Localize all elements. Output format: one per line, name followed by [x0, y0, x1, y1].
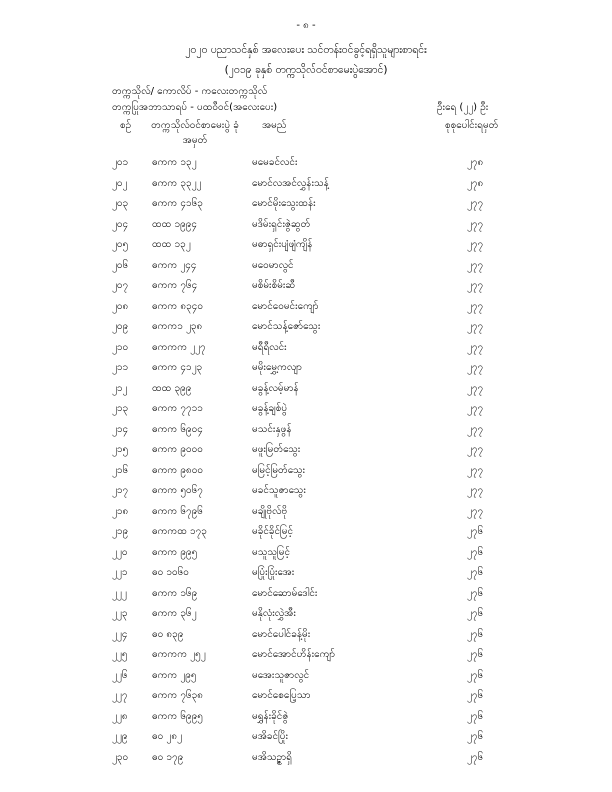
student-name: မသင်းနှဖွန် [252, 423, 292, 435]
row-number: ၂၁၆ [112, 464, 129, 476]
table-row [0, 688, 612, 709]
total-marks: ၂၇၇ [467, 382, 484, 394]
total-marks: ၂၇၇ [467, 300, 484, 312]
row-number: ၂၀၆ [112, 259, 129, 271]
header-roll-number: တက္ကသိုလ်ဝင်စာမေးပွဲ ခုံအမှတ် [151, 120, 239, 146]
student-name: မခွန့်ချစ်ပွဲ [252, 403, 288, 414]
table-row [0, 709, 612, 730]
roll-number: ဓဝ ၈၃၉ [152, 628, 184, 640]
table-row [0, 278, 612, 299]
roll-number: ဓကက ၄၁၆၃ [152, 198, 203, 209]
document-subtitle: (၂၀၁၉ ခုနှစ် တက္ကသိုလ်ဝင်စာမေးပွဲအောင်) [224, 64, 388, 76]
roll-number: ဓကက ၉၈၀၀ [152, 464, 203, 476]
total-marks: ၂၇၇ [467, 341, 484, 353]
table-row [0, 381, 612, 402]
roll-number: ဓကက ၁၃၂ [152, 157, 197, 168]
roll-number: ထထ ၃၉၉ [152, 382, 192, 394]
roll-number: ဓကက ၂၉၅ [152, 669, 197, 681]
row-number: ၂၂၀ [112, 546, 128, 558]
row-number: ၂၂၄ [112, 628, 128, 640]
table-row [0, 545, 612, 566]
student-name: မပြုံးပြုံးအေး [252, 567, 295, 578]
student-name: မမြင့်မြတ်သွေး [252, 464, 306, 476]
student-name: မစိမ်းစိမ်းဆီ [252, 280, 296, 291]
roll-number: ဓကကထ ၁၇၃ [152, 526, 207, 537]
roll-number: ဓဝ ၂၈၂ [152, 731, 182, 742]
roll-number: ဓကက ၇၇၁၁ [152, 403, 203, 414]
table-row [0, 299, 612, 320]
results-table [0, 155, 612, 770]
student-name: မဓာရှင်းပျံဖျံကျိန် [252, 239, 313, 250]
total-marks: ၂၇၇ [467, 321, 484, 332]
total-marks: ၂၇၆ [467, 731, 484, 742]
table-row [0, 627, 612, 648]
student-name: မချိုဗိုလ်ဗို [252, 505, 288, 517]
student-name: မအေးသူဇာလွင် [252, 669, 310, 681]
table-row [0, 524, 612, 545]
row-number: ၂၁၅ [112, 444, 129, 455]
table-row [0, 729, 612, 750]
roll-number: ထထ ၁၃၂ [152, 239, 191, 250]
row-number: ၂၂၁ [112, 567, 128, 578]
subsection-title: တက္ကပြုအဘာသာရပ် - ပထဝီဝင်(အလေးပေး) [112, 102, 278, 113]
total-marks: ၂၇၆ [467, 546, 484, 558]
row-number: ၂၁၈ [112, 505, 129, 517]
section-title: တက္ကသိုလ်/ ကောလိပ် - ကလေးတက္ကသိုလ် [112, 86, 268, 97]
table-row [0, 463, 612, 484]
table-row [0, 483, 612, 504]
table-row [0, 401, 612, 422]
total-count: ဦးရေ (၂၂) ဦး [437, 102, 489, 113]
roll-number: ဓကက ၃၃၂၂ [152, 177, 202, 189]
table-row [0, 586, 612, 607]
total-marks: ၂၇၇ [467, 505, 484, 517]
table-row [0, 319, 612, 340]
total-marks: ၂၇၇ [467, 403, 484, 414]
student-name: မောင်လအင်လွှန်းသန့် [252, 177, 329, 189]
row-number: ၂၂၈ [112, 710, 128, 722]
roll-number: ဓကက ၁၆၉ [152, 587, 198, 599]
student-name: မောင်စေပြေ့သာ [252, 690, 311, 701]
student-name: မဒိမ်းရှင်းဇွဲဆွတ် [252, 218, 311, 230]
total-marks: ၂၇၇ [467, 280, 484, 291]
header-name: အမည် [262, 120, 287, 131]
student-name: မဖူးမြတ်သွေး [252, 444, 301, 455]
table-row [0, 504, 612, 525]
row-number: ၂၀၅ [112, 239, 129, 250]
total-marks: ၂၇၇ [467, 423, 484, 435]
table-row [0, 750, 612, 771]
table-row [0, 155, 612, 176]
roll-number: ဓကက ၇၆၄ [152, 280, 198, 291]
student-name: မခိုင်ခိုင်မြင့် [252, 526, 293, 537]
total-marks: ၂၇၇ [467, 444, 484, 455]
header-no: စဉ် [120, 120, 132, 131]
student-name: မအိခင်ပြိုး [252, 731, 288, 742]
row-number: ၂၁၀ [112, 341, 129, 353]
table-row [0, 258, 612, 279]
row-number: ၂၁၂ [112, 382, 128, 394]
roll-number: ဓကက ၆၉၀၄ [152, 423, 203, 435]
total-marks: ၂၇၇ [467, 259, 484, 271]
table-row [0, 237, 612, 258]
document-title: ၂၀၂၀ ပညာသင်နှစ် အလေးပေး သင်တန်းဝင်ခွင့်ရရှိသူများစာရင်း [185, 44, 427, 56]
row-number: ၂၂၆ [112, 669, 128, 681]
table-row [0, 217, 612, 238]
roll-number: ဓကက ၄၁၂၃ [152, 362, 203, 373]
student-name: မဝေမာလွင် [252, 259, 294, 271]
page-number: - ၈ - [296, 20, 316, 31]
total-marks: ၂၇၇ [467, 239, 484, 250]
table-row [0, 442, 612, 463]
row-number: ၂၁၁ [112, 362, 129, 373]
roll-number: ဓကကက ၂၂၇ [152, 341, 206, 353]
roll-number: ဓကက ၈၃၄၀ [152, 300, 203, 312]
total-marks: ၂၇၈ [467, 157, 484, 168]
roll-number: ဓကက ၉၉၅ [152, 546, 198, 558]
roll-number: ဓကက၁ ၂၃၈ [152, 321, 203, 332]
student-name: မအိသဉ္ဇာရှိ [252, 751, 292, 763]
student-name: မရွှန်းခိုင်ဇွဲ [252, 710, 289, 722]
student-name: မခင်သူဇာသွေး [252, 485, 306, 496]
total-marks: ၂၇၆ [467, 690, 484, 701]
total-marks: ၂၇၇ [467, 485, 484, 496]
roll-number: ဓကက ၃၆၂ [152, 608, 197, 619]
student-name: မောင်ဝေမင်းကျော် [252, 300, 319, 312]
roll-number: ဓကက ၆၇၉၆ [152, 505, 203, 517]
table-row [0, 360, 612, 381]
row-number: ၂၁၄ [112, 423, 129, 435]
row-number: ၂၀၂ [112, 177, 128, 189]
roll-number: ထထ ၁၉၉၄ [152, 218, 198, 230]
roll-number: ဓဝ ၁၀၆၀ [152, 567, 189, 578]
table-row [0, 647, 612, 668]
total-marks: ၂၇၆ [467, 649, 484, 660]
roll-number: ဓကကက ၂၅၂ [152, 649, 206, 660]
student-name: မောင်အောင်ဟိန်းကျော် [252, 649, 336, 660]
table-row [0, 176, 612, 197]
header-total-marks: စုစုပေါင်းရမှတ် [445, 120, 499, 131]
roll-number: ဓကက ၅၀၆၇ [152, 485, 203, 496]
row-number: ၂၃၀ [112, 751, 129, 763]
student-name: မောင်မိုးသွေးထန်း [252, 198, 316, 209]
row-number: ၂၁၇ [112, 485, 129, 496]
student-name: မောင်ဆောမ်ဒေါင်း [252, 587, 318, 599]
total-marks: ၂၇၇ [467, 362, 484, 373]
row-number: ၂၂၅ [112, 649, 128, 660]
student-name: မောင်ပေါင်ခန့်မိုး [252, 628, 311, 640]
student-name: မောင်သန့်ဇော်သွေး [252, 321, 321, 332]
roll-number: ဓကက ၆၉၉၅ [152, 710, 203, 722]
row-number: ၂၀၉ [112, 321, 129, 332]
row-number: ၂၂၇ [112, 690, 128, 701]
row-number: ၂၂၉ [112, 731, 128, 742]
total-marks: ၂၇၆ [467, 608, 484, 619]
total-marks: ၂၇၆ [467, 567, 484, 578]
row-number: ၂၀၇ [112, 280, 129, 291]
table-row [0, 606, 612, 627]
table-row [0, 340, 612, 361]
table-row [0, 196, 612, 217]
total-marks: ၂၇၆ [467, 587, 484, 599]
total-marks: ၂၇၇ [467, 464, 484, 476]
roll-number: ဓကက ၇၆၃၈ [152, 690, 203, 701]
total-marks: ၂၇၇ [467, 198, 484, 209]
student-name: မမေခင်လင်း [252, 157, 298, 168]
table-row [0, 422, 612, 443]
row-number: ၂၀၃ [112, 198, 129, 209]
student-name: မခွန့်လမ့်မာန် [252, 382, 299, 394]
total-marks: ၂၇၆ [467, 628, 484, 640]
student-name: မသူသူမြင့် [252, 546, 290, 558]
row-number: ၂၁၉ [112, 526, 129, 537]
row-number: ၂၀၁ [112, 157, 129, 168]
roll-number: ဓကက ၂၄၄ [152, 259, 197, 271]
student-name: မနိုလုံးလွှဲအီး [252, 608, 296, 619]
student-name: မရီရီလင်း [252, 341, 287, 353]
roll-number: ဓကက ၉၀၀၀ [152, 444, 203, 455]
total-marks: ၂၇၆ [467, 710, 484, 722]
total-marks: ၂၇၆ [467, 526, 484, 537]
total-marks: ၂၇၆ [467, 669, 484, 681]
row-number: ၂၀၈ [112, 300, 129, 312]
total-marks: ၂၇၇ [467, 218, 484, 230]
roll-number: ဓဝ ၁၇၉ [152, 751, 184, 763]
row-number: ၂၂၂ [112, 587, 127, 599]
student-name: မမိုးမွှေ့ကလျာ [252, 362, 302, 373]
row-number: ၂၂၃ [112, 608, 128, 619]
total-marks: ၂၇၈ [467, 177, 484, 189]
table-row [0, 565, 612, 586]
row-number: ၂၀၄ [112, 218, 129, 230]
table-row [0, 668, 612, 689]
row-number: ၂၁၃ [112, 403, 129, 414]
total-marks: ၂၇၆ [467, 751, 484, 763]
